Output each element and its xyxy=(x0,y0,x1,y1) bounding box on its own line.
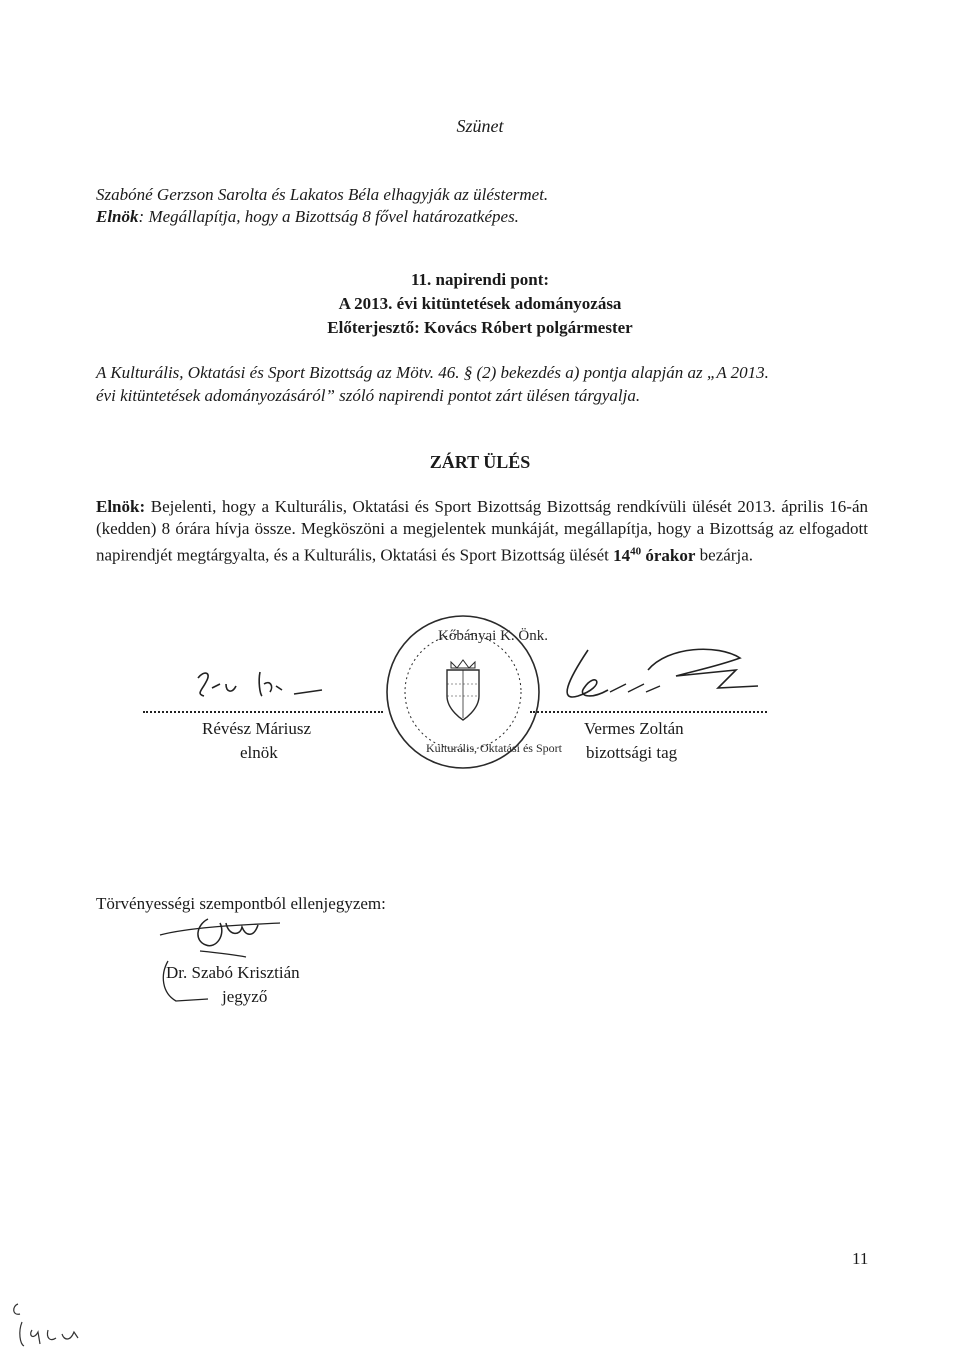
left-signature-icon xyxy=(190,660,350,710)
margin-initials-icon xyxy=(8,1292,118,1352)
closing-paragraph xyxy=(96,496,868,567)
agenda-number: 11. napirendi pont: xyxy=(410,270,550,289)
intro-line-1: Szabóné Gerzson Sarolta és Lakatos Béla elhagyják az üléstermet. xyxy=(96,185,549,204)
closing-time-minute: 40 xyxy=(630,545,642,557)
closing-text-2: bezárja. xyxy=(695,545,753,565)
agenda-presenter: Előterjesztő: Kovács Róbert polgármester xyxy=(327,318,633,337)
closed-session-heading: ZÁRT ÜLÉS xyxy=(429,452,531,472)
chair-label: Elnök xyxy=(96,207,139,226)
agenda-title: A 2013. évi kitüntetések adományozása xyxy=(338,294,622,313)
stamp-text-bottom: Kulturális, Oktatási és Sport xyxy=(426,741,562,755)
right-signature-icon xyxy=(548,640,768,712)
closing-chair-label: Elnök: xyxy=(96,497,146,516)
countersign-label: Törvényességi szempontból ellenjegyzem: xyxy=(96,894,386,913)
notary-name: Dr. Szabó Krisztián xyxy=(166,963,300,982)
left-signer-name: Révész Máriusz xyxy=(202,719,312,738)
stamp-text-top: Kőbányai K. Önk. xyxy=(438,628,548,644)
decision-line-2: évi kitüntetések adományozásáról” szóló napirendi pontot zárt ülésen tárgyalja. xyxy=(96,386,641,405)
break-title: Szünet xyxy=(456,116,504,136)
official-stamp-icon xyxy=(378,610,562,775)
page-number: 11 xyxy=(852,1249,869,1268)
left-signature-line xyxy=(143,711,383,713)
decision-line-1: A Kulturális, Oktatási és Sport Bizottság az Mötv. 46. § (2) bekezdés a) pontja alapján az „A 2013. xyxy=(96,363,769,382)
left-signer-role: elnök xyxy=(240,743,278,762)
closing-time-hour: 14 xyxy=(613,545,631,565)
intro-line-2 xyxy=(96,206,519,228)
closing-time-suffix: órakor xyxy=(641,545,696,565)
right-signer-name: Vermes Zoltán xyxy=(584,719,684,738)
quorum-text: : Megállapítja, hogy a Bizottság 8 fővel határozatképes. xyxy=(138,207,519,226)
closing-time xyxy=(613,546,695,565)
closing-text-1: Bejelenti, hogy a Kulturális, Oktatási és Sport Bizottság Bizottság rendkívüli ülését 2013. április 16-án (kedden) 8 órára hívja össze. Megköszöni a megjelentek munkáját, megállapítja, hogy a Bizottság az elfogadott napirendjét megtárgyalta, és a Kulturális, Oktatási és Sport Bizottság ülését xyxy=(96,497,868,565)
notary-role: jegyző xyxy=(222,987,268,1006)
right-signer-role: bizottsági tag xyxy=(586,743,678,762)
